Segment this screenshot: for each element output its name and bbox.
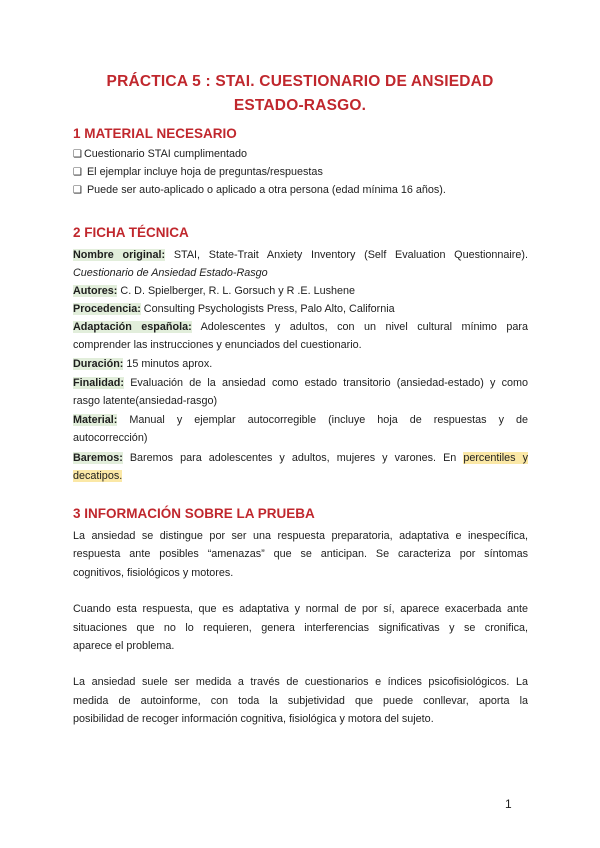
checkbox-bullet-icon: ❑ xyxy=(73,167,82,178)
field-procedencia xyxy=(73,300,528,318)
field-label: Adaptación española: xyxy=(73,321,192,333)
highlighted-text: percentiles y xyxy=(463,452,528,464)
section-2-heading: 2 FICHA TÉCNICA xyxy=(73,225,189,240)
field-material xyxy=(73,411,528,429)
paragraph-3-line: La ansiedad suele ser medida a través de cuestionarios e índices psicofisiológicos. La xyxy=(73,676,528,688)
list-item-text: Puede ser auto-aplicado o aplicado a otra persona (edad mínima 16 años). xyxy=(83,184,446,196)
document-title-line-2: ESTADO-RASGO. xyxy=(233,97,367,114)
field-label: Baremos: xyxy=(73,452,123,464)
field-value: Evaluación de la ansiedad como estado transitorio (ansiedad-estado) y como xyxy=(124,377,528,389)
page-number: 1 xyxy=(505,797,512,811)
field-nombre-translation: Cuestionario de Ansiedad Estado-Rasgo xyxy=(73,267,268,279)
section-3-heading: 3 INFORMACIÓN SOBRE LA PRUEBA xyxy=(73,506,315,521)
field-finalidad-cont: rasgo latente(ansiedad-rasgo) xyxy=(73,395,218,407)
checkbox-bullet-icon: ❑ xyxy=(73,185,82,196)
paragraph-2-line: situaciones que no lo requieren, genera interferencias significativas y se cronifica, xyxy=(73,622,528,634)
field-label: Autores: xyxy=(73,285,118,297)
field-label: Duración: xyxy=(73,358,124,370)
field-label: Nombre original: xyxy=(73,249,166,261)
document-title-line-1: PRÁCTICA 5 : STAI. CUESTIONARIO DE ANSIEDAD xyxy=(106,73,494,90)
field-adaptacion xyxy=(73,318,528,336)
paragraph-2-line: aparece el problema. xyxy=(73,640,175,652)
field-duracion xyxy=(73,355,528,373)
field-baremos xyxy=(73,449,528,467)
field-adaptacion-cont: comprender las instrucciones y enunciados del cuestionario. xyxy=(73,339,362,351)
field-baremos-cont xyxy=(73,467,528,485)
field-autores xyxy=(73,282,528,300)
field-value: Consulting Psychologists Press, Palo Alto, California xyxy=(140,303,395,315)
field-label: Material: xyxy=(73,414,118,426)
field-material-cont: autocorrección) xyxy=(73,432,148,444)
field-value: Adolescentes y adultos, con un nivel cultural mínimo para xyxy=(191,321,529,333)
paragraph-1-line: cognitivos, fisiológicos y motores. xyxy=(73,567,234,579)
checkbox-bullet-icon: ❑ xyxy=(73,149,82,160)
field-value: Baremos para adolescentes y adultos, mujeres y varones. En xyxy=(122,452,464,464)
paragraph-3-line: medida de autoinforme, con toda la subjetividad que puede conllevar, aporta la xyxy=(73,695,528,707)
paragraph-1-line: respuesta ante posibles “amenazas” que se anticipan. Se caracteriza por síntomas xyxy=(73,548,528,560)
section-1-heading: 1 MATERIAL NECESARIO xyxy=(73,126,237,141)
list-item xyxy=(73,181,528,200)
paragraph-3-line: posibilidad de recoger información cognitiva, fisiológica y motora del sujeto. xyxy=(73,713,434,725)
paragraph-1-line: La ansiedad se distingue por ser una respuesta preparatoria, adaptativa e inespecífica, xyxy=(73,530,528,542)
field-nombre xyxy=(73,246,528,264)
field-finalidad xyxy=(73,374,528,392)
field-label: Finalidad: xyxy=(73,377,124,389)
list-item xyxy=(73,163,528,182)
field-value: 15 minutos aprox. xyxy=(123,358,213,370)
field-value: Manual y ejemplar autocorregible (incluye hoja de respuestas y de xyxy=(117,414,528,426)
list-item-text: El ejemplar incluye hoja de preguntas/respuestas xyxy=(83,166,323,178)
field-value: STAI, State-Trait Anxiety Inventory (Self Evaluation Questionnaire). xyxy=(165,249,528,261)
list-item xyxy=(73,145,528,164)
list-item-text: Cuestionario STAI cumplimentado xyxy=(83,148,247,160)
paragraph-2-line: Cuando esta respuesta, que es adaptativa y normal de por sí, aparece exacerbada ante xyxy=(73,603,528,615)
highlighted-text: decatipos. xyxy=(73,470,123,482)
field-value: C. D. Spielberger, R. L. Gorsuch y R .E. Lushene xyxy=(117,285,356,297)
field-label: Procedencia: xyxy=(73,303,141,315)
